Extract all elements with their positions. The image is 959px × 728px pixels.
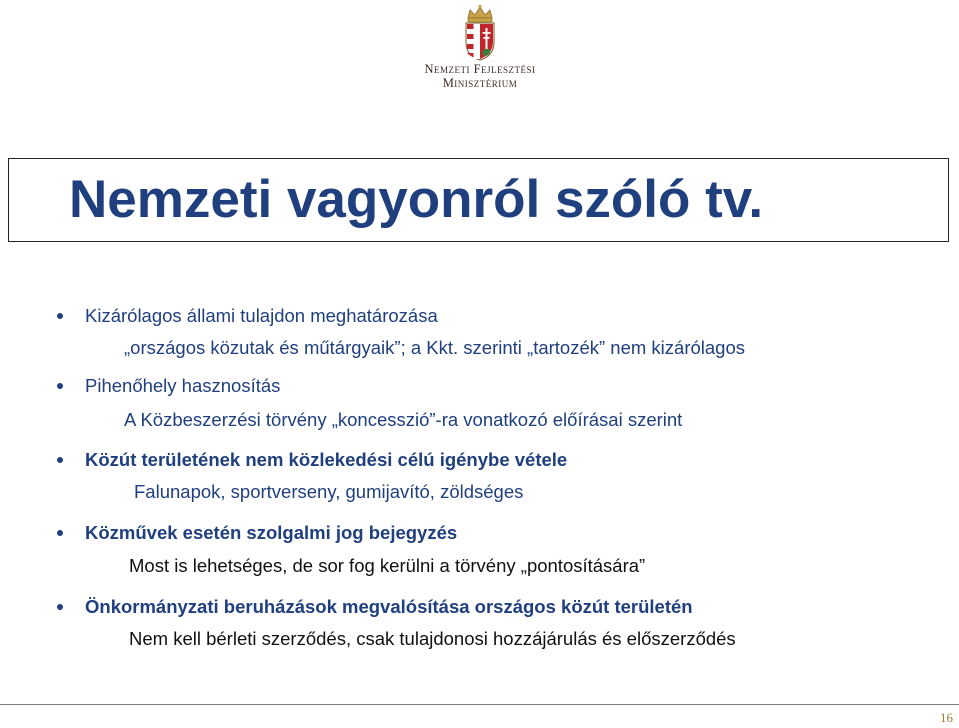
bullet-icon: [57, 604, 63, 610]
bullet-icon: [57, 457, 63, 463]
bullet-detail: Nem kell bérleti szerződés, csak tulajdonosi hozzájárulás és előszerződés: [129, 628, 736, 649]
page-number: 16: [940, 710, 953, 725]
bullet-heading: Közút területének nem közlekedési célú igénybe vétele: [85, 449, 568, 470]
bullet-detail: „országos közutak és műtárgyaik”; a Kkt. szerinti „tartozék” nem kizárólagos: [124, 337, 746, 358]
page-title: Nemzeti vagyonról szóló tv.: [69, 170, 764, 229]
bullet-icon: [57, 383, 63, 389]
bullet-icon: [57, 530, 63, 536]
bullet-heading: Pihenőhely hasznosítás: [85, 375, 281, 396]
footer-divider: [0, 704, 959, 705]
bullet-heading: Kizárólagos állami tulajdon meghatározása: [85, 305, 438, 326]
bullet-icon: [57, 313, 63, 319]
bullet-heading: Közművek esetén szolgalmi jog bejegyzés: [85, 522, 458, 543]
bullet-detail: A Közbeszerzési törvény „koncesszió”-ra vonatkozó előírásai szerint: [124, 409, 683, 430]
logo-text-line2: Minisztérium: [442, 76, 518, 90]
logo-text-line1: Nemzeti Fejlesztési: [424, 62, 536, 76]
bullet-heading: Önkormányzati beruházások megvalósítása országos közút területén: [85, 596, 693, 617]
bullet-detail: Most is lehetséges, de sor fog kerülni a törvény „pontosítására”: [129, 555, 646, 576]
bullet-detail: Falunapok, sportverseny, gumijavító, zöldséges: [134, 481, 524, 502]
